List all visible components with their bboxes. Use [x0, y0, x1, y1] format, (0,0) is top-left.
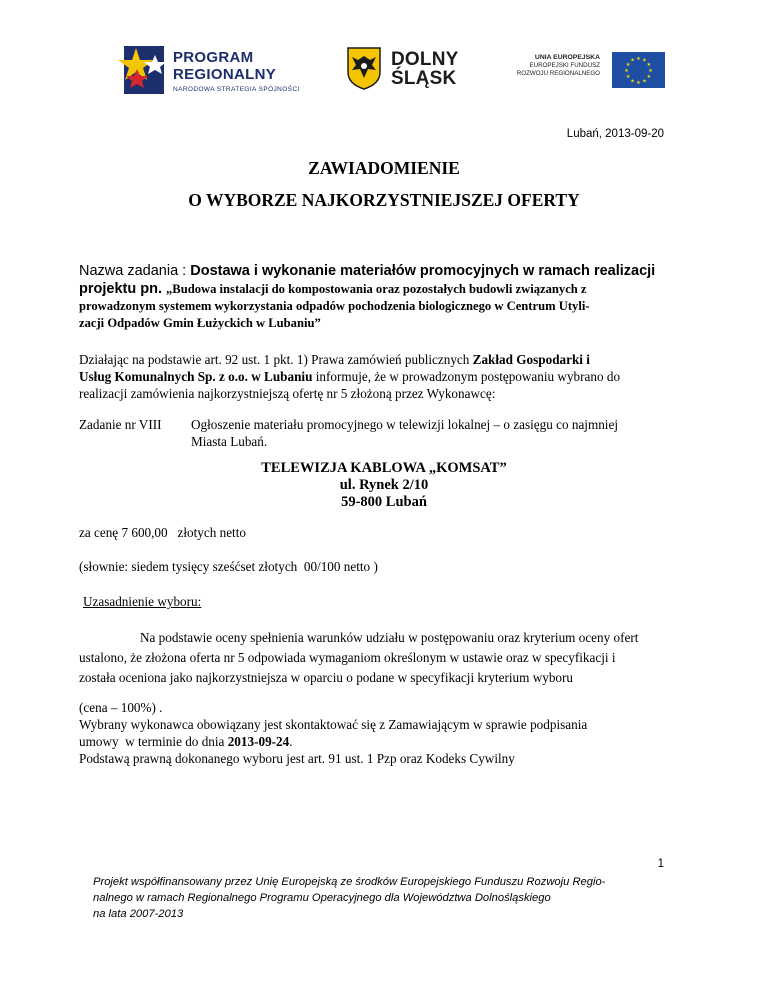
contractor-city: 59-800 Lubań [341, 494, 427, 510]
footer-l2: nalnego w ramach Regionalnego Programu Operacyjnego dla Województwa Dolnośląskiego [93, 892, 551, 904]
task-title-line3: prowadzonym systemem wykorzystania odpadów pochodzenia biologicznego w Centrum Utyli- [79, 299, 590, 313]
task-title-line2b: „Budowa instalacji do kompostowania oraz pozostałych budowli związanych z [166, 282, 587, 296]
deadline-date: 2013-09-24 [227, 734, 290, 749]
dolny-slask-eagle-icon [346, 46, 382, 90]
svg-text:★: ★ [646, 74, 652, 80]
svg-text:★: ★ [636, 80, 641, 86]
justification-heading: Uzasadnienie wyboru: [83, 594, 202, 609]
eu-flag-icon [612, 52, 665, 88]
zadanie-label: Zadanie nr VIII [79, 417, 162, 432]
intro-l3: realizacji zamówienia najkorzystniejszą ofertę nr 5 złożoną przez Wykonawcę: [79, 386, 496, 401]
dolny-slask-line2: ŚLĄSK [391, 68, 457, 89]
zadanie-line2: Miasta Lubań. [191, 434, 268, 449]
intro-l2a: Usług Komunalnych Sp. z o.o. w Lubaniu [79, 369, 313, 384]
contractor-block [0, 460, 768, 511]
footer-l3: na lata 2007-2013 [93, 908, 184, 920]
svg-text:★: ★ [625, 62, 631, 68]
svg-text:★: ★ [648, 68, 653, 74]
task-title-line2a: projektu pn. [79, 281, 166, 297]
program-logo-line1: PROGRAM [173, 49, 254, 66]
task-title-line4: zacji Odpadów Gmin Łużyckich w Lubaniu” [79, 316, 321, 330]
svg-text:★: ★ [642, 78, 647, 85]
closing-l4: Podstawą prawną dokonanego wyboru jest art. 91 ust. 1 Pzp oraz Kodeks Cywilny [79, 751, 515, 766]
zadanie-line1: Ogłoszenie materiału promocyjnego w telewizji lokalnej – o zasięgu co najmniej [191, 417, 618, 432]
svg-text:★: ★ [624, 68, 629, 74]
dolny-slask-logo [346, 46, 476, 96]
task-prefix: Nazwa zadania : [79, 263, 191, 279]
eu-logo-line2: EUROPEJSKI FUNDUSZ [529, 62, 600, 69]
program-regionalny-emblem-icon [118, 40, 166, 102]
eu-logo-line3: ROZWOJU REGIONALNEGO [516, 70, 600, 77]
program-regionalny-logo [118, 40, 318, 106]
program-logo-subtitle: NARODOWA STRATEGIA SPÓJNOŚCI [173, 86, 300, 93]
footer-note [93, 874, 693, 922]
justification-paragraph [79, 628, 699, 688]
closing-l3c: . [289, 734, 293, 749]
svg-text:★: ★ [636, 56, 641, 62]
document-subtitle: O WYBORZE NAJKORZYSTNIEJSZEJ OFERTY [188, 190, 580, 210]
intro-l1b: Zakład Gospodarki i [472, 352, 590, 367]
page-number: 1 [657, 858, 664, 870]
eu-fund-logo [500, 52, 670, 92]
program-logo-line2: REGIONALNY [173, 66, 277, 83]
price: za cenę 7 600,00 złotych netto [79, 525, 246, 540]
closing-block [79, 699, 699, 767]
justification-l1: Na podstawie oceny spełnienia warunków udziału w postępowaniu oraz kryterium oceny ofert [140, 630, 639, 645]
closing-l3a: umowy w terminie do dnia [79, 734, 228, 749]
contractor-name: TELEWIZJA KABLOWA „KOMSAT” [261, 460, 507, 476]
intro-l1a: Działając na podstawie art. 92 ust. 1 pkt. 1) Prawa zamówień publicznych [79, 352, 473, 367]
justification-l3: została oceniona jako najkorzystniejsza w oparciu o podane w specyfikacji kryterium wyboru [79, 670, 573, 685]
svg-text:★: ★ [630, 57, 635, 64]
place-date: Lubań, 2013-09-20 [566, 128, 664, 140]
dolny-slask-line1: DOLNY [391, 49, 459, 70]
intro-paragraph [79, 351, 699, 402]
task-name-block [79, 262, 689, 332]
justification-l2: ustalono, że złożona oferta nr 5 odpowiada wymaganiom określonym w ustawie oraz w specyfikacji i [79, 650, 616, 665]
svg-text:★: ★ [625, 74, 631, 80]
svg-text:★: ★ [646, 62, 652, 68]
contractor-street: ul. Rynek 2/10 [339, 477, 429, 493]
eu-logo-line1: UNIA EUROPEJSKA [534, 54, 600, 61]
intro-l2b: informuje, że w prowadzonym postępowaniu wybrano do [312, 369, 621, 384]
document-title: ZAWIADOMIENIE [308, 158, 460, 178]
svg-text:★: ★ [630, 78, 635, 85]
price-in-words: (słownie: siedem tysięcy sześćset złotych 00/100 netto ) [79, 559, 378, 574]
svg-text:★: ★ [642, 57, 647, 64]
footer-l1: Projekt współfinansowany przez Unię Europejską ze środków Europejskiego Funduszu Rozwoju Regio- [93, 876, 606, 888]
closing-l2: Wybrany wykonawca obowiązany jest skontaktować się z Zamawiającym w sprawie podpisania [79, 717, 588, 732]
task-title-line1: Dostawa i wykonanie materiałów promocyjnych w ramach realizacji [190, 263, 656, 279]
closing-l1: (cena – 100%) . [79, 700, 163, 715]
